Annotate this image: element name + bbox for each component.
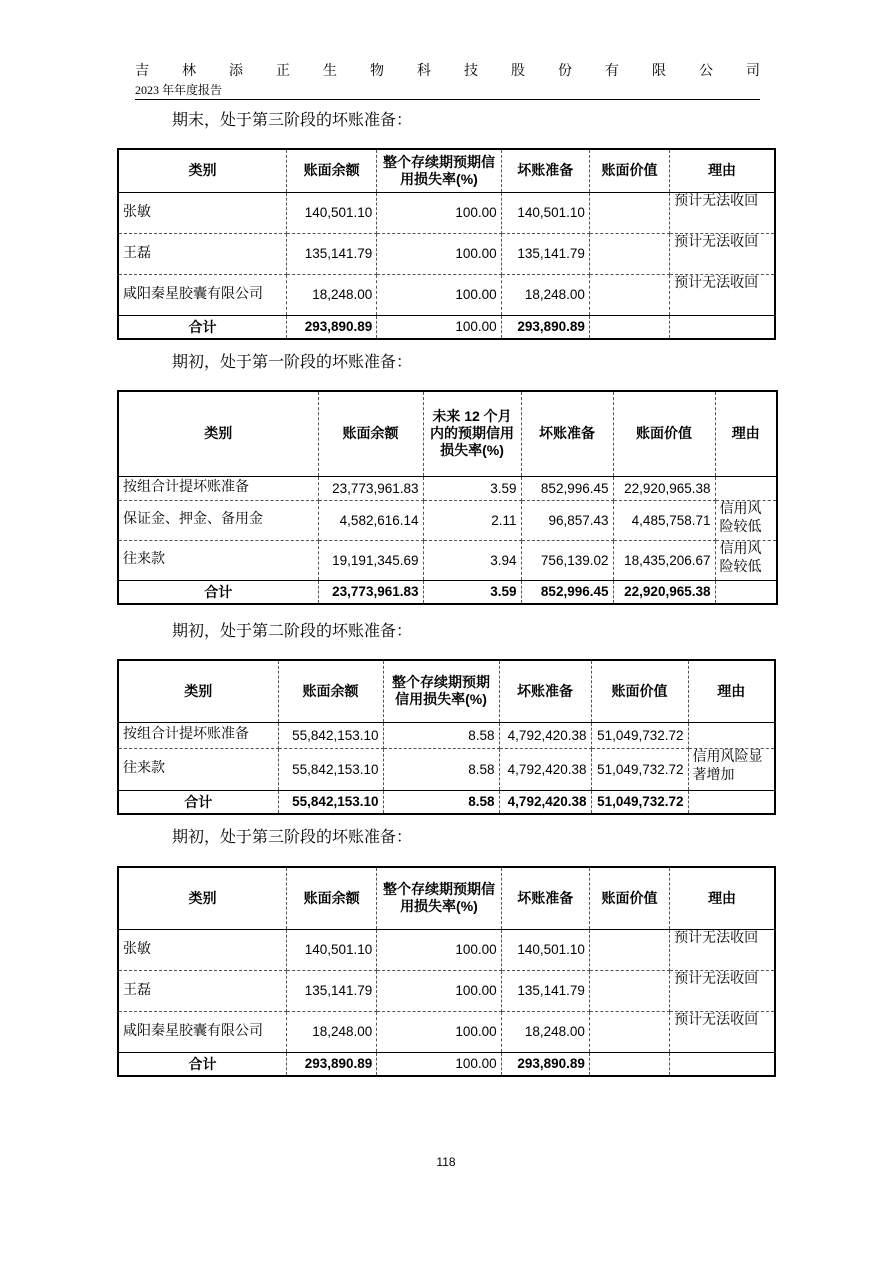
report-year: 2023 年年度报告: [135, 83, 223, 97]
reason-cell: 预计无法收回: [670, 274, 775, 315]
table-row: [118, 722, 775, 748]
page-number: 118: [436, 1155, 456, 1169]
header-cell: 账面余额: [287, 867, 377, 929]
company-char: 司: [746, 64, 760, 79]
section-caption: 期初，处于第二阶段的坏账准备：: [172, 623, 413, 640]
total-value: 22,920,965.38: [613, 580, 715, 604]
value-cell: 140,501.10: [287, 929, 377, 970]
value-cell: 135,141.79: [287, 970, 377, 1011]
category-cell: 往来款: [118, 540, 318, 580]
value-cell: 3.94: [423, 540, 521, 580]
header-rule: [135, 99, 760, 100]
category-cell: 咸阳秦星胶囊有限公司: [118, 274, 287, 315]
header-cell: 理由: [670, 149, 775, 192]
header-cell: 整个存续期预期信用损失率(%): [377, 867, 501, 929]
value-cell: 18,435,206.67: [613, 540, 715, 580]
value-cell: 19,191,345.69: [318, 540, 423, 580]
total-row: [118, 1052, 775, 1076]
table-row: [118, 1011, 775, 1052]
page-header: [135, 62, 760, 98]
header-cell: 账面余额: [318, 391, 423, 476]
category-cell: 王磊: [118, 970, 287, 1011]
header-cell: 未来 12 个月内的预期信用损失率(%): [423, 391, 521, 476]
section-caption: 期初，处于第一阶段的坏账准备：: [172, 354, 413, 371]
table-row: [118, 748, 775, 790]
header-cell: 整个存续期预期信用损失率(%): [377, 149, 501, 192]
company-char: 科: [417, 64, 431, 79]
company-char: 公: [699, 64, 713, 79]
company-char: 有: [605, 64, 619, 79]
header-cell: 账面余额: [287, 149, 377, 192]
value-cell: [589, 274, 669, 315]
value-cell: [589, 233, 669, 274]
reason-cell: 信用风险较低: [715, 500, 777, 540]
section-caption: 期末，处于第三阶段的坏账准备：: [172, 112, 413, 129]
total-value: 293,890.89: [501, 1052, 589, 1076]
value-cell: 4,582,616.14: [318, 500, 423, 540]
header-cell: 账面价值: [591, 660, 688, 722]
value-cell: 8.58: [383, 748, 499, 790]
category-cell: 咸阳秦星胶囊有限公司: [118, 1011, 287, 1052]
company-char: 份: [558, 64, 572, 79]
stage1-begin-table: [117, 390, 778, 605]
total-value: 852,996.45: [521, 580, 613, 604]
total-value: 8.58: [383, 790, 499, 814]
value-cell: 756,139.02: [521, 540, 613, 580]
reason-cell: 预计无法收回: [670, 192, 775, 233]
table-row: [118, 233, 775, 274]
header-cell: 整个存续期预期信用损失率(%): [383, 660, 499, 722]
total-value: 293,890.89: [287, 1052, 377, 1076]
value-cell: 51,049,732.72: [591, 722, 688, 748]
total-label: 合计: [118, 315, 287, 339]
reason-cell: 预计无法收回: [670, 970, 775, 1011]
header-cell: 坏账准备: [501, 149, 589, 192]
header-cell: 类别: [118, 867, 287, 929]
total-value: [589, 315, 669, 339]
value-cell: 2.11: [423, 500, 521, 540]
value-cell: 100.00: [377, 970, 501, 1011]
total-value: [688, 790, 775, 814]
total-row: [118, 790, 775, 814]
header-cell: 账面价值: [613, 391, 715, 476]
value-cell: 100.00: [377, 192, 501, 233]
value-cell: 100.00: [377, 929, 501, 970]
total-value: [715, 580, 777, 604]
reason-cell: [715, 476, 777, 500]
total-value: 100.00: [377, 1052, 501, 1076]
company-char: 股: [511, 64, 525, 79]
total-value: [670, 1052, 775, 1076]
table-row: [118, 970, 775, 1011]
value-cell: 18,248.00: [287, 1011, 377, 1052]
total-value: 293,890.89: [287, 315, 377, 339]
value-cell: 4,792,420.38: [499, 748, 591, 790]
value-cell: 51,049,732.72: [591, 748, 688, 790]
value-cell: [589, 192, 669, 233]
category-cell: 往来款: [118, 748, 278, 790]
value-cell: 135,141.79: [501, 233, 589, 274]
category-cell: 保证金、押金、备用金: [118, 500, 318, 540]
total-value: [589, 1052, 669, 1076]
header-cell: 类别: [118, 149, 287, 192]
value-cell: [589, 970, 669, 1011]
header-cell: 理由: [688, 660, 775, 722]
total-value: 55,842,153.10: [278, 790, 383, 814]
company-char: 生: [323, 64, 337, 79]
company-char: 吉: [135, 64, 149, 79]
total-value: 51,049,732.72: [591, 790, 688, 814]
header-cell: 坏账准备: [499, 660, 591, 722]
total-value: 23,773,961.83: [318, 580, 423, 604]
value-cell: 23,773,961.83: [318, 476, 423, 500]
reason-cell: 预计无法收回: [670, 929, 775, 970]
value-cell: 8.58: [383, 722, 499, 748]
section-caption: 期初，处于第三阶段的坏账准备：: [172, 829, 413, 846]
reason-cell: [688, 722, 775, 748]
category-cell: 按组合计提坏账准备: [118, 476, 318, 500]
reason-cell: 预计无法收回: [670, 233, 775, 274]
value-cell: 100.00: [377, 1011, 501, 1052]
total-value: 100.00: [377, 315, 501, 339]
value-cell: 22,920,965.38: [613, 476, 715, 500]
header-cell: 账面价值: [589, 149, 669, 192]
value-cell: 852,996.45: [521, 476, 613, 500]
value-cell: 100.00: [377, 233, 501, 274]
value-cell: 55,842,153.10: [278, 748, 383, 790]
value-cell: 4,792,420.38: [499, 722, 591, 748]
value-cell: [589, 929, 669, 970]
total-row: [118, 580, 777, 604]
header-cell: 账面价值: [589, 867, 669, 929]
header-cell: 类别: [118, 391, 318, 476]
table-row: [118, 476, 777, 500]
reason-cell: 信用风险较低: [715, 540, 777, 580]
total-label: 合计: [118, 580, 318, 604]
value-cell: 140,501.10: [501, 929, 589, 970]
company-char: 物: [370, 64, 384, 79]
company-char: 正: [276, 64, 290, 79]
value-cell: 140,501.10: [501, 192, 589, 233]
header-cell: 理由: [715, 391, 777, 476]
category-cell: 张敏: [118, 929, 287, 970]
stage3-end-table: [117, 148, 776, 340]
stage3-begin-table: [117, 866, 776, 1077]
reason-cell: 预计无法收回: [670, 1011, 775, 1052]
value-cell: 18,248.00: [287, 274, 377, 315]
value-cell: 100.00: [377, 274, 501, 315]
value-cell: 140,501.10: [287, 192, 377, 233]
header-cell: 账面余额: [278, 660, 383, 722]
table-row: [118, 192, 775, 233]
table-row: [118, 500, 777, 540]
company-char: 林: [182, 64, 196, 79]
value-cell: 3.59: [423, 476, 521, 500]
company-char: 技: [464, 64, 478, 79]
value-cell: 18,248.00: [501, 274, 589, 315]
value-cell: 135,141.79: [501, 970, 589, 1011]
table-row: [118, 540, 777, 580]
total-value: 293,890.89: [501, 315, 589, 339]
header-cell: 坏账准备: [521, 391, 613, 476]
value-cell: 18,248.00: [501, 1011, 589, 1052]
table-row: [118, 274, 775, 315]
total-row: [118, 315, 775, 339]
category-cell: 按组合计提坏账准备: [118, 722, 278, 748]
value-cell: 96,857.43: [521, 500, 613, 540]
total-value: 3.59: [423, 580, 521, 604]
company-char: 限: [652, 64, 666, 79]
category-cell: 王磊: [118, 233, 287, 274]
total-label: 合计: [118, 790, 278, 814]
total-value: 4,792,420.38: [499, 790, 591, 814]
value-cell: [589, 1011, 669, 1052]
total-value: [670, 315, 775, 339]
stage2-begin-table: [117, 659, 776, 815]
reason-cell: 信用风险显著增加: [688, 748, 775, 790]
table-row: [118, 929, 775, 970]
company-name: [135, 62, 760, 82]
header-cell: 坏账准备: [501, 867, 589, 929]
total-label: 合计: [118, 1052, 287, 1076]
header-cell: 类别: [118, 660, 278, 722]
company-char: 添: [229, 64, 243, 79]
value-cell: 135,141.79: [287, 233, 377, 274]
value-cell: 55,842,153.10: [278, 722, 383, 748]
value-cell: 4,485,758.71: [613, 500, 715, 540]
header-cell: 理由: [670, 867, 775, 929]
category-cell: 张敏: [118, 192, 287, 233]
